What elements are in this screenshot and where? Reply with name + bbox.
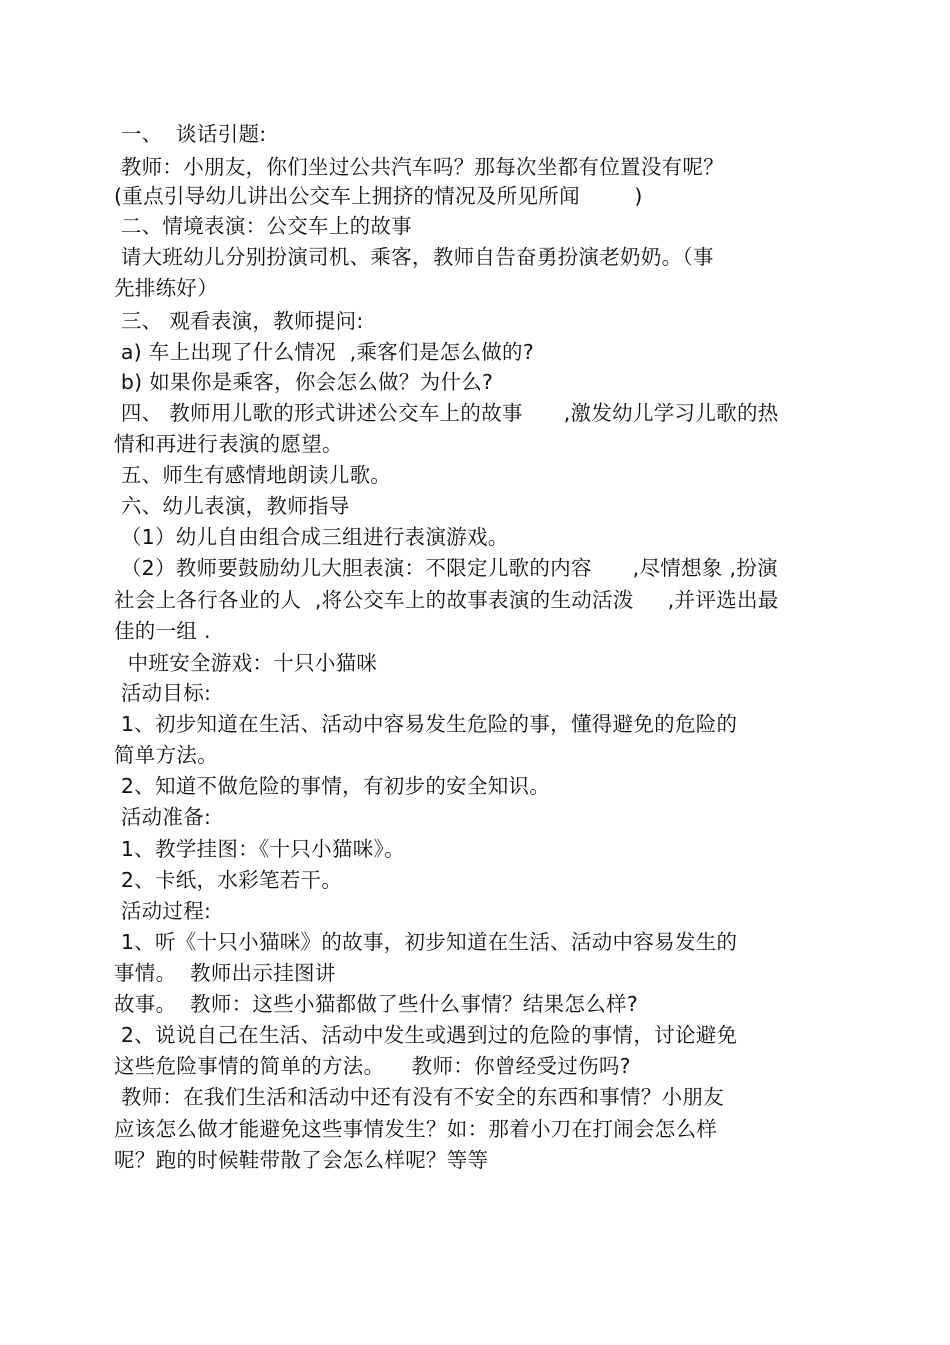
text-line: 2、说说自己在生活、活动中发生或遇到过的危险的事情，讨论避免 — [114, 1023, 738, 1047]
text-line: 二、情境表演：公交车上的故事 — [114, 214, 413, 238]
text-line: 教师：在我们生活和活动中还有没有不安全的东西和事情？小朋友 — [114, 1085, 725, 1109]
text-line: 活动过程: — [114, 899, 212, 923]
text-line: 1、听《十只小猫咪》的故事，初步知道在生活、活动中容易发生的 — [114, 930, 738, 954]
text-line: 活动目标: — [114, 681, 212, 705]
text-line: 事情。 教师出示挂图讲 — [114, 961, 336, 985]
text-line: 中班安全游戏：十只小猫咪 — [114, 651, 378, 675]
text-line: a) 车上出现了什么情况 ,乘客们是怎么做的? — [114, 340, 535, 364]
text-line: 1、教学挂图：《十只小猫咪》。 — [114, 837, 405, 861]
text-line: 2、卡纸，水彩笔若干。 — [114, 868, 343, 892]
text-line: 六、幼儿表演，教师指导 — [114, 494, 350, 518]
text-line: 2、知道不做危险的事情，有初步的安全知识。 — [114, 774, 551, 798]
text-line: 这些危险事情的简单的方法。 教师：你曾经受过伤吗? — [114, 1054, 631, 1078]
text-line: 请大班幼儿分别扮演司机、乘客，教师自告奋勇扮演老奶奶。（事 — [114, 245, 714, 269]
text-line: 1、初步知道在生活、活动中容易发生危险的事，懂得避免的危险的 — [114, 712, 738, 736]
text-line: 一、 谈话引题: — [114, 122, 267, 146]
text-line: （2）教师要鼓励幼儿大胆表演：不限定儿歌的内容 ,尽情想象 ,扮演 — [114, 556, 778, 580]
text-line: 四、 教师用儿歌的形式讲述公交车上的故事 ,激发幼儿学习儿歌的热 — [114, 401, 779, 425]
text-line: 三、 观看表演，教师提问: — [114, 309, 364, 333]
text-line: 社会上各行各业的人 ,将公交车上的故事表演的生动活泼 ,并评选出最 — [114, 588, 779, 612]
text-line: (重点引导幼儿讲出公交车上拥挤的情况及所见所闻 ) — [114, 184, 643, 208]
text-line: 教师：小朋友，你们坐过公共汽车吗？那每次坐都有位置没有呢？ — [114, 155, 725, 179]
text-line: 呢？跑的时候鞋带散了会怎么样呢？等等 — [114, 1148, 489, 1172]
text-line: 故事。 教师：这些小猫都做了些什么事情？结果怎么样? — [114, 992, 639, 1016]
text-line: 活动准备: — [114, 805, 212, 829]
text-line: （1）幼儿自由组合成三组进行表演游戏。 — [114, 525, 509, 549]
text-line: 先排练好） — [114, 276, 218, 300]
text-line: 佳的一组 . — [114, 619, 211, 643]
text-line: 应该怎么做才能避免这些事情发生？如：那着小刀在打闹会怎么样 — [114, 1117, 718, 1141]
text-line: b) 如果你是乘客，你会怎么做？为什么? — [114, 370, 494, 394]
text-line: 简单方法。 — [114, 743, 218, 767]
text-line: 五、师生有感情地朗读儿歌。 — [114, 463, 392, 487]
text-line: 情和再进行表演的愿望。 — [114, 432, 343, 456]
